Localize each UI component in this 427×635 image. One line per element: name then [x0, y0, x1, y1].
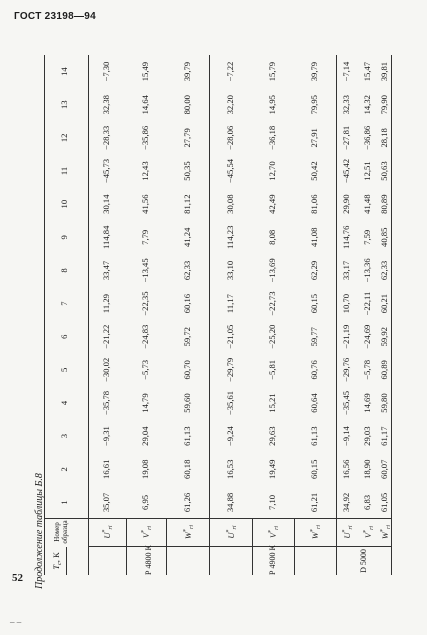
table-cell: 80,00: [181, 95, 192, 115]
table-cell: 35,07: [101, 492, 111, 513]
table-cell: 59,60: [181, 393, 192, 413]
table-cell: 30,14: [101, 194, 111, 214]
table-cell: 59,77: [309, 327, 319, 347]
table-cell: −7,14: [340, 61, 351, 82]
table-cell: 59,80: [379, 393, 389, 413]
table-cell: −27,81: [340, 125, 351, 150]
table-cell: −5,81: [267, 359, 277, 380]
table-cell: 14,69: [361, 393, 372, 413]
table-cell: 7,59: [361, 229, 372, 245]
tc-divider: [66, 547, 67, 575]
table-cell: 6,83: [361, 494, 372, 510]
table-cell: 61,05: [379, 492, 389, 513]
table-cell: 27,91: [309, 128, 319, 148]
sample-number-label: Номер образца: [53, 520, 69, 544]
sample-number: 13: [59, 100, 69, 110]
table-cell: −29,79: [224, 357, 235, 382]
table-cell: 60,15: [309, 459, 319, 479]
table-cell: 60,18: [181, 459, 192, 479]
column-divider: [209, 55, 210, 575]
table-cell: 42,49: [267, 194, 277, 214]
document-header: ГОСТ 23198—94: [14, 11, 97, 22]
table-cell: 33,17: [340, 260, 351, 281]
table-cell: 50,63: [379, 161, 389, 181]
table-cell: 61,21: [309, 492, 319, 513]
sample-number: 10: [59, 199, 69, 209]
table-cell: 18,90: [361, 459, 372, 479]
table-cell: 34,88: [224, 492, 235, 513]
table-cell: 6,95: [140, 494, 150, 510]
table-cell: 79,95: [309, 95, 319, 115]
table-cell: 16,56: [340, 459, 351, 479]
group-header-divider: [88, 546, 392, 547]
table-cell: −5,73: [140, 359, 150, 380]
table-cell: 60,15: [309, 293, 319, 314]
table-cell: 114,23: [224, 225, 235, 249]
table-cell: 19,08: [140, 459, 150, 479]
table-cell: −13,36: [361, 258, 372, 283]
table-cell: 62,33: [181, 260, 192, 281]
table-cell: 15,21: [267, 393, 277, 413]
table-cell: 39,79: [309, 61, 319, 82]
subcolumn-divider: [126, 519, 127, 575]
table-cell: −5,78: [361, 359, 372, 380]
table-cell: −21,22: [101, 324, 111, 349]
table-cell: 12,70: [267, 161, 277, 181]
table-cell: 61,13: [309, 426, 319, 446]
table-cell: 15,49: [140, 61, 150, 82]
table-cell: 28,18: [379, 128, 389, 148]
table-cell: 29,03: [361, 426, 372, 446]
table-cell: −30,02: [101, 357, 111, 382]
table-cell: 33,10: [224, 260, 235, 281]
table-border-bottom: [391, 55, 392, 575]
sample-number: 6: [59, 334, 69, 339]
table-cell: 11,17: [224, 294, 235, 314]
table-cell: −36,86: [361, 125, 372, 150]
sub-header-v: $V^*_{ri}$: [141, 525, 153, 539]
table-cell: 34,92: [340, 492, 351, 513]
table-cell: −36,18: [267, 125, 277, 150]
sub-header-v: $V^*_{ri}$: [268, 525, 280, 539]
table-cell: 14,95: [267, 95, 277, 115]
table-cell: −35,78: [101, 390, 111, 416]
table-cell: −24,69: [361, 324, 372, 349]
table-cell: −9,14: [340, 426, 351, 447]
table-cell: 16,61: [101, 459, 111, 479]
table-cell: −7,22: [224, 61, 235, 82]
table-cell: 14,79: [140, 393, 150, 413]
sub-header-u: $U^*_{ri}$: [102, 525, 114, 539]
table-cell: 33,47: [101, 260, 111, 281]
table-cell: −13,69: [267, 258, 277, 283]
table-cell: 14,64: [140, 95, 150, 115]
subcolumn-divider: [294, 519, 295, 575]
table-cell: 32,20: [224, 95, 235, 115]
table-cell: 114,76: [340, 225, 351, 249]
sample-number: 12: [59, 133, 69, 143]
table-cell: 12,43: [140, 161, 150, 181]
table-cell: 41,56: [140, 194, 150, 214]
table-cell: 32,38: [101, 95, 111, 115]
subcolumn-divider: [166, 519, 167, 575]
table-cell: 41,08: [309, 227, 319, 247]
table-border-top: [44, 55, 45, 575]
table-cell: 7,10: [267, 494, 277, 510]
table-cell: 14,32: [361, 95, 372, 115]
group-title-2: Р 4900 К: [267, 545, 277, 575]
table-cell: −35,61: [224, 390, 235, 416]
table-cell: 19,49: [267, 459, 277, 479]
table-cell: 15,47: [361, 61, 372, 82]
table-cell: −22,11: [361, 291, 372, 316]
table-cell: 29,63: [267, 426, 277, 446]
table-cell: 60,70: [181, 360, 192, 380]
table-cell: 10,70: [340, 293, 351, 314]
table-cell: 16,53: [224, 459, 235, 479]
column-divider: [88, 55, 89, 575]
sample-number: 14: [59, 67, 69, 76]
table-cell: −28,06: [224, 125, 235, 150]
sub-header-v: $V^*_{ri}$: [362, 525, 375, 539]
table-cell: −24,83: [140, 324, 150, 349]
table-cell: −22,73: [267, 291, 277, 316]
sub-header-u: $U^*_{ri}$: [225, 525, 238, 539]
table-cell: −9,24: [224, 426, 235, 447]
table-cell: 12,51: [361, 161, 372, 181]
table-cell: 61,17: [379, 426, 389, 446]
table-cell: 27,79: [181, 128, 192, 148]
table-cell: 114,84: [101, 225, 111, 249]
sample-number: 11: [59, 166, 69, 176]
column-divider: [336, 55, 337, 575]
table-cell: 59,92: [379, 327, 389, 347]
sub-header-w: $W^*_{ri}$: [380, 524, 392, 540]
sample-number: 1: [59, 500, 69, 505]
table-cell: 11,29: [101, 294, 111, 314]
table-cell: 32,33: [340, 95, 351, 115]
table-cell: 62,29: [309, 260, 319, 281]
table-cell: 62,33: [379, 260, 389, 281]
table-cell: 59,72: [181, 327, 192, 347]
table-cell: 60,07: [379, 459, 389, 479]
table-cell: −21,05: [224, 324, 235, 349]
table-cell: −9,31: [101, 426, 111, 447]
sample-number: 5: [59, 367, 69, 373]
table-cell: 60,16: [181, 293, 192, 314]
page-number: 52: [12, 572, 23, 584]
tc-label: $T_c$, К: [51, 552, 63, 570]
table-cell: 60,64: [309, 393, 319, 413]
table-cell: −28,33: [101, 125, 111, 150]
table-cell: −21,19: [340, 324, 351, 349]
table-cell: 39,79: [181, 61, 192, 82]
table-cell: −35,45: [340, 390, 351, 416]
table-cell: −45,42: [340, 158, 351, 184]
table-cell: 39,81: [379, 61, 389, 82]
table-cell: −7,30: [101, 61, 111, 82]
table-cell: −25,20: [267, 324, 277, 349]
table-cell: 79,90: [379, 95, 389, 115]
footer-mark: – –: [10, 617, 22, 627]
table-cell: −45,73: [101, 158, 111, 184]
table-cell: 41,48: [361, 194, 372, 214]
table-cell: 15,79: [267, 61, 277, 82]
table-cell: 60,21: [379, 293, 389, 314]
sample-number: 4: [59, 400, 69, 406]
subcolumn-divider: [252, 519, 253, 575]
header-divider: [44, 518, 392, 519]
sample-number: 8: [59, 268, 69, 273]
table-cell: 61,26: [181, 492, 192, 513]
table-cell: 60,89: [379, 360, 389, 380]
sample-number: 9: [59, 235, 69, 240]
table-cell: 7,79: [140, 229, 150, 245]
sub-header-w: $W^*_{ri}$: [182, 524, 195, 540]
table-cell: 50,42: [309, 161, 319, 181]
table-continuation-caption: Продолжение таблицы Б.8: [34, 473, 45, 589]
table-cell: 40,85: [379, 227, 389, 247]
table-cell: −22,35: [140, 291, 150, 316]
data-table: [44, 55, 392, 575]
table-cell: −13,45: [140, 258, 150, 283]
group-title-1: Р 4800 К: [143, 545, 153, 575]
table-cell: 50,35: [181, 161, 192, 181]
table-cell: −35,86: [140, 125, 150, 150]
sample-number: 3: [59, 434, 69, 439]
table-cell: 80,89: [379, 194, 389, 214]
sample-number: 7: [59, 301, 69, 306]
table-cell: −45,54: [224, 158, 235, 184]
table-cell: 29,04: [140, 426, 150, 446]
table-cell: 8,08: [267, 229, 277, 245]
table-cell: 29,90: [340, 194, 351, 214]
sample-number: 2: [59, 467, 69, 472]
table-cell: 61,13: [181, 426, 192, 446]
group-title-3: D 5000: [359, 549, 368, 573]
table-cell: 30,08: [224, 194, 235, 214]
table-cell: −29,76: [340, 357, 351, 382]
table-cell: 81,06: [309, 194, 319, 214]
sub-header-u: $U^*_{ri}$: [341, 525, 354, 539]
table-cell: 60,76: [309, 360, 319, 380]
table-cell: 41,24: [181, 227, 192, 247]
sub-header-w: $W^*_{ri}$: [310, 524, 322, 540]
table-cell: 81,12: [181, 194, 192, 214]
